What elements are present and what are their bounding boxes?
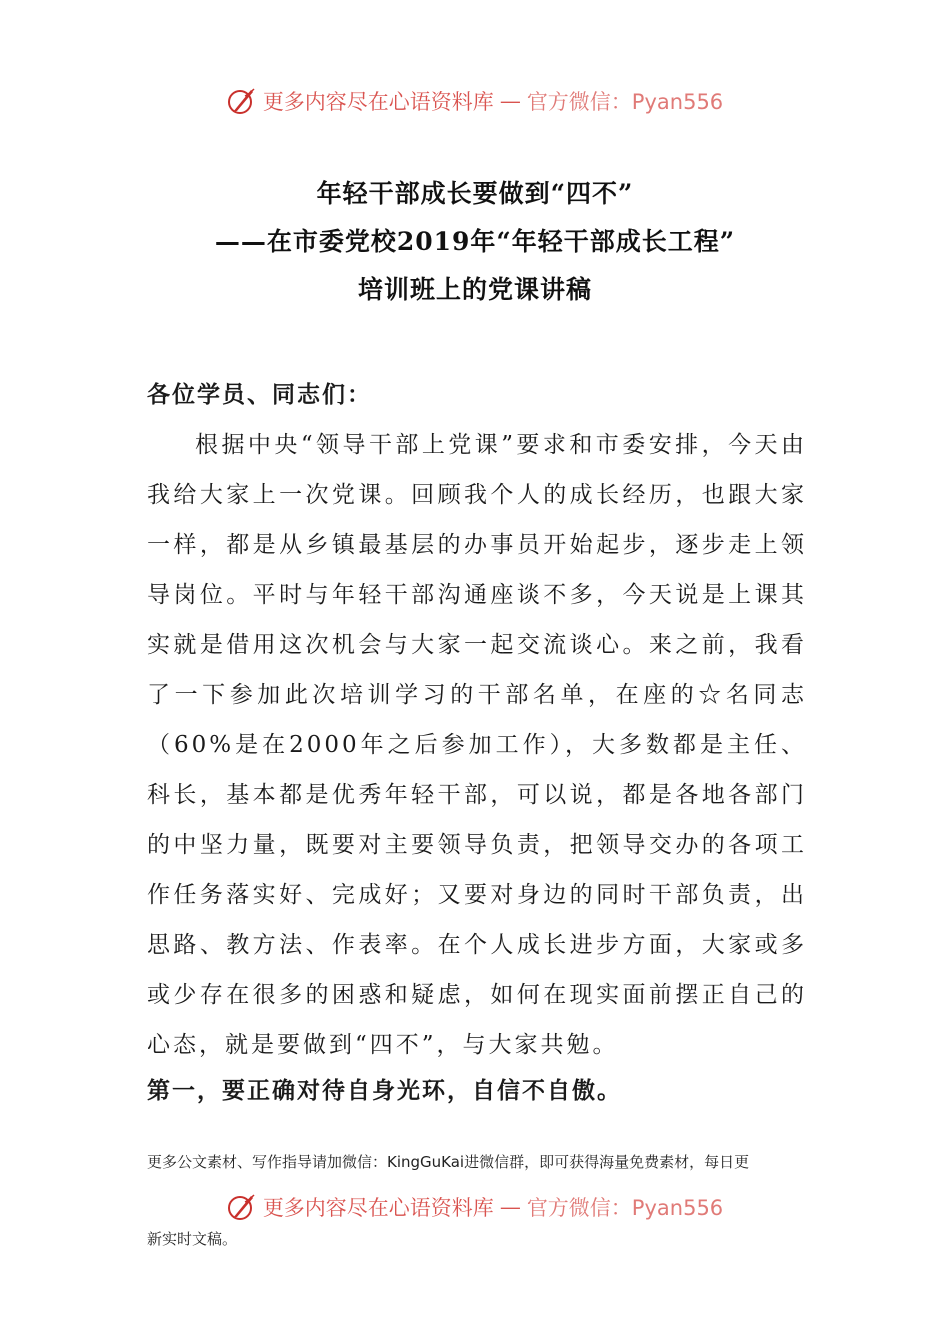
body-paragraph: 根据中央“领导干部上党课”要求和市委安排，今天由我给大家上一次党课。回顾我个人的成长经历，也跟大家一样，都是从乡镇最基层的办事员开始起步，逐步走上领导岗位。平时与年轻干部沟通座谈不多，今天说是上课其实就是借用这次机会与大家一起交流谈心。来之前，我看了一下参加此次培训学习的干部名单，在座的☆名同志（60%是在2000年之后参加工作），大多数都是主任、科长，基本都是优秀年轻干部，可以说，都是各地各部门的中坚力量，既要对主要领导负责，把领导交办的各项工作任务落实好、完成好；又要对身边的同时干部负责，出思路、教方法、作表率。在个人成长进步方面，大家或多或少存在很多的困惑和疑虑，如何在现实面前摆正自己的心态，就是要做到“四不”，与大家共勉。: [147, 432, 807, 1058]
watermark-banner-bottom: [0, 1192, 950, 1222]
title-line-2: ——在市委党校2019年“年轻干部成长工程”: [214, 227, 736, 256]
watermark-text: 更多内容尽在心语资料库: [262, 1196, 494, 1220]
watermark-separator: —: [499, 89, 521, 113]
document-title: [0, 170, 950, 314]
footer-note-line-2: 新实时文稿。: [147, 1230, 238, 1248]
quill-logo-icon: [227, 86, 257, 116]
title-line-3: 培训班上的党课讲稿: [357, 275, 592, 304]
watermark-official: 官方微信：Pyan556: [526, 1196, 724, 1220]
watermark-separator: —: [499, 1195, 521, 1219]
watermark-official: 官方微信：Pyan556: [526, 90, 724, 114]
watermark-text: 更多内容尽在心语资料库: [262, 90, 494, 114]
watermark-banner-top: [0, 86, 950, 116]
footer-note-line-1: 更多公文素材、写作指导请加微信：KingGuKai进微信群，即可获得海量免费素材，每日更: [147, 1153, 750, 1171]
salutation: 各位学员、同志们：: [147, 381, 372, 408]
section-heading-1: 第一，要正确对待自身光环，自信不自傲。: [147, 1077, 622, 1104]
quill-logo-icon: [227, 1192, 257, 1222]
title-line-1: 年轻干部成长要做到“四不”: [316, 179, 634, 208]
